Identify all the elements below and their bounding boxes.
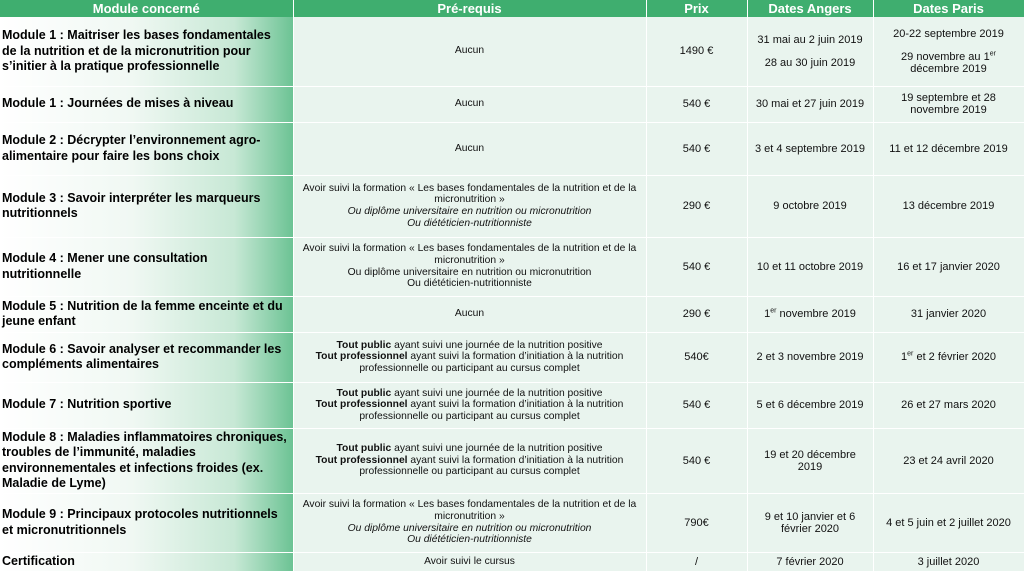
price-cell: 540 € [646,428,747,493]
angers-dates-cell: 19 et 20 décembre 2019 [747,428,873,493]
table-row [0,552,1024,571]
module-cell: Module 1 : Maitriser les bases fondamentales de la nutrition et de la micronutrition pour s’initier à la pratique professionnelle [0,17,293,86]
table-row [0,382,1024,428]
prereq-cell: Aucun [293,296,646,332]
table-row [0,86,1024,122]
module-cell: Certification [0,552,293,571]
paris-date: 29 novembre au 1er décembre 2019 [901,50,996,75]
paris-dates-cell: 26 et 27 mars 2020 [873,382,1024,428]
prereq-cell: Tout public ayant suivi une journée de la nutrition positive Tout professionnel ayant suivi la formation d’initiation à la nutrition professionnelle ou participant au cursus complet [293,428,646,493]
angers-dates-cell: 9 et 10 janvier et 6 février 2020 [747,493,873,552]
angers-dates-cell: 9 octobre 2019 [747,175,873,237]
table-row [0,493,1024,552]
prereq-cell: Tout public ayant suivi une journée de la nutrition positive Tout professionnel ayant suivi la formation d’initiation à la nutrition professionnelle ou participant au cursus complet [293,382,646,428]
paris-dates-cell: 31 janvier 2020 [873,296,1024,332]
module-cell: Module 7 : Nutrition sportive [0,382,293,428]
module-cell: Module 3 : Savoir interpréter les marqueurs nutritionnels [0,175,293,237]
prereq-cell: Tout public ayant suivi une journée de la nutrition positive Tout professionnel ayant suivi la formation d’initiation à la nutrition professionnelle ou participant au cursus complet [293,332,646,382]
angers-dates-cell: 5 et 6 décembre 2019 [747,382,873,428]
header-price: Prix [646,0,747,17]
table-row [0,122,1024,175]
paris-dates-cell: 3 juillet 2020 [873,552,1024,571]
paris-dates-cell: 1er et 2 février 2020 [873,332,1024,382]
header-prereq: Pré-requis [293,0,646,17]
price-cell: / [646,552,747,571]
price-cell: 290 € [646,296,747,332]
paris-dates-cell [873,17,1024,86]
paris-dates-cell: 16 et 17 janvier 2020 [873,237,1024,296]
paris-date: 20-22 septembre 2019 [893,27,1004,40]
angers-dates-cell: 2 et 3 novembre 2019 [747,332,873,382]
price-cell: 540 € [646,382,747,428]
price-cell: 290 € [646,175,747,237]
table-row [0,296,1024,332]
header-row [0,0,1024,17]
module-cell: Module 4 : Mener une consultation nutritionnelle [0,237,293,296]
module-cell: Module 9 : Principaux protocoles nutritionnels et micronutritionnels [0,493,293,552]
module-cell: Module 1 : Journées de mises à niveau [0,86,293,122]
price-cell: 540 € [646,237,747,296]
table-row [0,17,1024,86]
table-row [0,428,1024,493]
paris-dates-cell: 11 et 12 décembre 2019 [873,122,1024,175]
paris-dates-cell: 4 et 5 juin et 2 juillet 2020 [873,493,1024,552]
price-cell: 540 € [646,86,747,122]
angers-dates-cell: 10 et 11 octobre 2019 [747,237,873,296]
angers-dates-cell: 7 février 2020 [747,552,873,571]
price-cell: 540 € [646,122,747,175]
module-cell: Module 5 : Nutrition de la femme enceinte et du jeune enfant [0,296,293,332]
angers-date: 28 au 30 juin 2019 [764,56,856,69]
paris-dates-cell: 23 et 24 avril 2020 [873,428,1024,493]
angers-date: 31 mai au 2 juin 2019 [757,33,863,46]
paris-dates-cell: 19 septembre et 28 novembre 2019 [873,86,1024,122]
prereq-cell: Aucun [293,17,646,86]
table-row [0,332,1024,382]
prereq-cell: Aucun [293,122,646,175]
module-cell: Module 6 : Savoir analyser et recommander les compléments alimentaires [0,332,293,382]
module-cell: Module 2 : Décrypter l’environnement agro-alimentaire pour faire les bons choix [0,122,293,175]
header-module: Module concerné [0,0,293,17]
paris-dates-cell: 13 décembre 2019 [873,175,1024,237]
prereq-cell: Avoir suivi le cursus [293,552,646,571]
prereq-cell: Aucun [293,86,646,122]
angers-dates-cell: 3 et 4 septembre 2019 [747,122,873,175]
prereq-cell: Avoir suivi la formation « Les bases fondamentales de la nutrition et de la micronutrition » Ou diplôme universitaire en nutrition ou micronutrition Ou diététicien-nutritionniste [293,175,646,237]
prereq-cell: Avoir suivi la formation « Les bases fondamentales de la nutrition et de la micronutrition » Ou diplôme universitaire en nutrition ou micronutrition Ou diététicien-nutritionniste [293,237,646,296]
angers-dates-cell: 1er novembre 2019 [747,296,873,332]
table-row [0,237,1024,296]
table-row [0,175,1024,237]
prereq-cell: Avoir suivi la formation « Les bases fondamentales de la nutrition et de la micronutrition » Ou diplôme universitaire en nutrition ou micronutrition Ou diététicien-nutritionniste [293,493,646,552]
price-cell: 1490 € [646,17,747,86]
module-cell: Module 8 : Maladies inflammatoires chroniques, troubles de l’immunité, maladies environnementales et infections froides (ex. Maladie de Lyme) [0,428,293,493]
header-dates-paris: Dates Paris [873,0,1024,17]
angers-dates-cell: 30 mai et 27 juin 2019 [747,86,873,122]
header-dates-angers: Dates Angers [747,0,873,17]
angers-dates-cell [747,17,873,86]
price-cell: 540€ [646,332,747,382]
price-cell: 790€ [646,493,747,552]
